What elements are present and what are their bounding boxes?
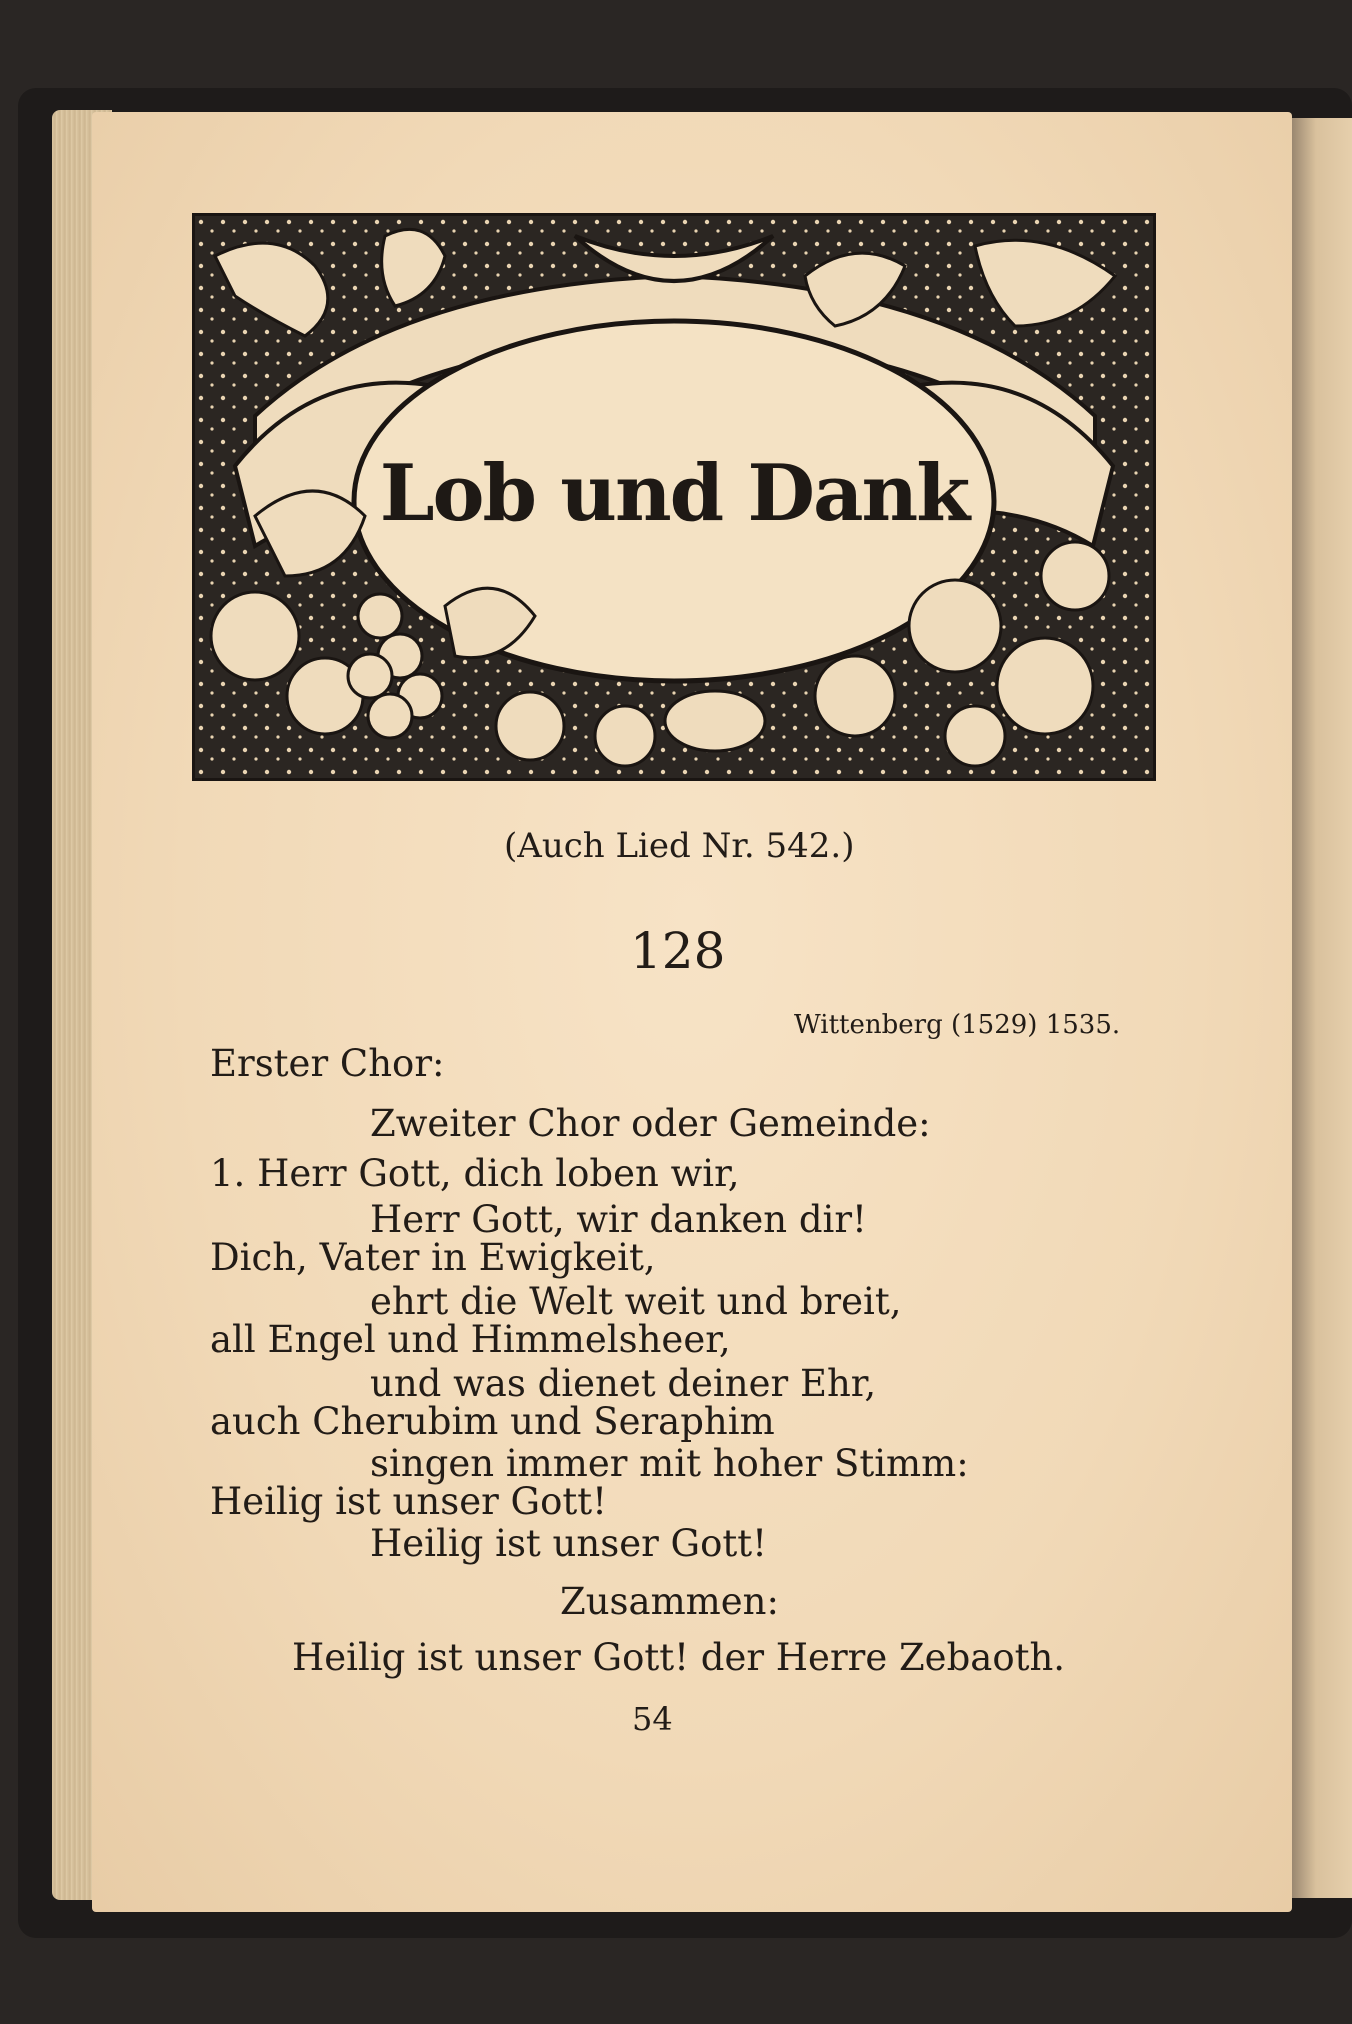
second-choir-label: Zweiter Chor oder Gemeinde: — [370, 1102, 931, 1145]
verse-line: all Engel und Himmelsheer, — [210, 1318, 731, 1361]
header-title: Lob und Dank — [379, 448, 969, 539]
next-page-edge — [1292, 118, 1352, 1898]
together-label: Zusammen: — [560, 1580, 779, 1623]
final-line: Heilig ist unser Gott! der Herre Zebaoth. — [292, 1636, 1066, 1679]
first-choir-label: Erster Chor: — [210, 1042, 445, 1085]
verse-line: 1. Herr Gott, dich loben wir, — [210, 1152, 740, 1195]
hymn-number: 128 — [630, 922, 726, 980]
verse-line: und was dienet deiner Ehr, — [370, 1362, 877, 1405]
verse-line: singen immer mit hoher Stimm: — [370, 1442, 969, 1485]
verse-line: Heilig ist unser Gott! — [210, 1480, 607, 1523]
verse-line: Heilig ist unser Gott! — [370, 1522, 767, 1565]
hymn-source: Wittenberg (1529) 1535. — [794, 1010, 1121, 1040]
verse-line: ehrt die Welt weit und breit, — [370, 1280, 902, 1323]
verse-line: Herr Gott, wir danken dir! — [370, 1198, 867, 1241]
song-reference: (Auch Lied Nr. 542.) — [504, 826, 855, 866]
page-number: 54 — [632, 1700, 673, 1738]
verse-line: auch Cherubim und Seraphim — [210, 1400, 775, 1443]
decorative-header — [192, 213, 1156, 781]
verse-line: Dich, Vater in Ewigkeit, — [210, 1236, 656, 1279]
